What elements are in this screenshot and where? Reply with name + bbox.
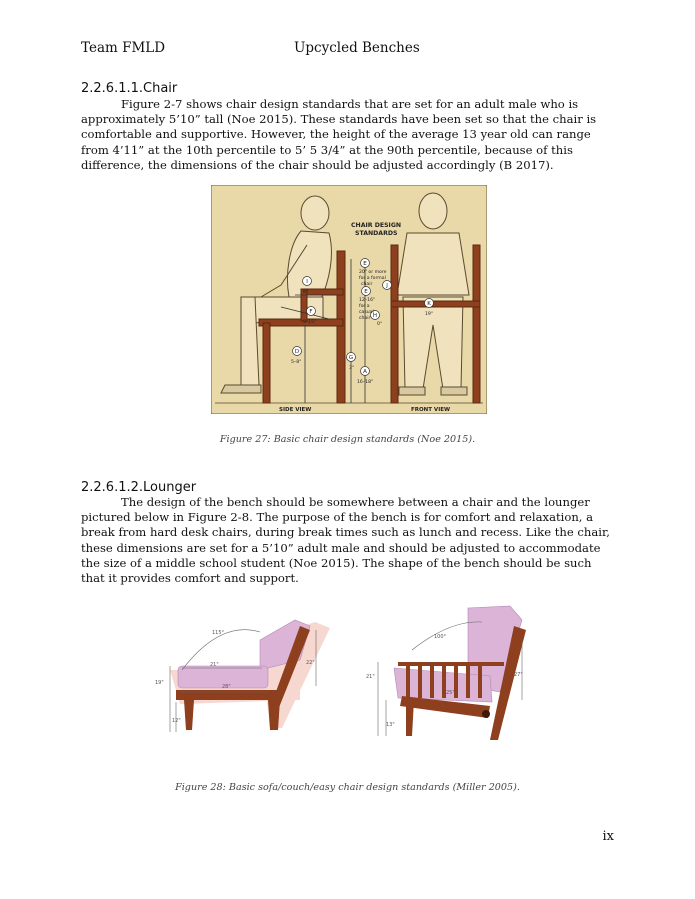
dim-i: 8" — [303, 290, 309, 295]
heading-chair: 2.2.6.1.1.Chair — [81, 81, 178, 96]
marker-e — [361, 259, 370, 268]
svg-text:E: E — [364, 289, 368, 295]
side-view-label: SIDE VIEW — [279, 407, 312, 413]
svg-text:J: J — [386, 283, 388, 289]
svg-text:F: F — [309, 309, 313, 315]
svg-text:H: H — [372, 313, 378, 319]
chair-figure-title-1: CHAIR DESIGN — [351, 222, 402, 229]
heading-lounger: 2.2.6.1.2.Lounger — [81, 480, 197, 495]
svg-text:20": 20" — [426, 662, 435, 668]
dim-f: 5–15° — [303, 320, 317, 325]
dim-a: 16–18" — [357, 380, 374, 385]
marker-f — [307, 307, 316, 316]
caption-figure-27: Figure 27: Basic chair design standards (Noe 2015). — [219, 434, 476, 445]
caption-figure-28: Figure 28: Basic sofa/couch/easy chair design standards (Miller 2005). — [175, 782, 520, 793]
marker-j — [383, 281, 392, 290]
svg-text:A: A — [363, 369, 367, 375]
dim-c-4: chair — [359, 316, 371, 321]
dim-g: 3" — [349, 366, 355, 371]
right-easy-chair — [394, 606, 526, 740]
page-number: ix — [602, 829, 614, 844]
svg-text:D: D — [294, 349, 300, 355]
svg-text:22": 22" — [306, 660, 315, 666]
paragraph-chair: Figure 2-7 shows chair design standards that are set for an adult male who is approximately 5’10” tall (Noe 2015). These standards have been set so that the chair is comfortable and supportive. However, the height of the average 13 year old can range from 4’11” at the 10th percentile to 5’ 5 3/4” at the 90th percentile, because of this difference, the dimensions of the chair should be adjusted accordingly (B 2017). — [81, 97, 597, 172]
marker-b — [362, 287, 371, 296]
dim-b-3: chair — [361, 282, 373, 287]
dim-d: 5–8° — [291, 360, 302, 365]
svg-text:21": 21" — [366, 674, 375, 680]
marker-d — [293, 347, 302, 356]
svg-text:25": 25" — [446, 690, 455, 696]
svg-text:I: I — [306, 279, 308, 285]
dim-h: 0° — [377, 322, 383, 327]
front-view-label: FRONT VIEW — [411, 407, 451, 413]
marker-a — [361, 367, 370, 376]
svg-text:115°: 115° — [212, 630, 225, 636]
svg-text:E: E — [363, 261, 367, 267]
svg-text:100°: 100° — [434, 634, 447, 640]
svg-text:21": 21" — [210, 662, 219, 668]
chair-design-figure — [211, 185, 487, 414]
svg-text:27": 27" — [514, 672, 523, 678]
svg-text:12": 12" — [172, 718, 181, 724]
paragraph-lounger: The design of the bench should be somewhere between a chair and the lounger pictured below in Figure 2-8. The purpose of the bench is for comfort and relaxation, a break from hard desk chairs, during break times such as lunch and recess. Like the chair, these dimensions are set for a 5’10” adult male and should be adjusted to accommodate the size of a middle school student (Noe 2015). The shape of the bench should be such that it provides comfort and support. — [81, 495, 610, 586]
header-title: Upcycled Benches — [294, 40, 420, 56]
left-sofa — [170, 620, 330, 730]
dim-c-1: 12–16" — [359, 298, 376, 303]
dim-b-2: for a formal — [359, 276, 386, 281]
dim-b-1: 20" or more — [359, 270, 387, 275]
dim-c-3: casual — [359, 310, 374, 315]
svg-text:28": 28" — [222, 684, 231, 690]
svg-text:13": 13" — [386, 722, 395, 728]
marker-i — [303, 277, 312, 286]
header-team: Team FMLD — [81, 40, 166, 56]
dim-k: 19" — [425, 312, 433, 317]
dim-c-2: for a — [359, 304, 370, 309]
marker-g — [347, 353, 356, 362]
chair-figure-title-2: STANDARDS — [355, 230, 398, 237]
svg-text:K: K — [427, 301, 431, 307]
svg-text:19": 19" — [155, 680, 164, 686]
svg-text:G: G — [348, 355, 354, 361]
lounger-design-figure — [150, 600, 540, 745]
marker-k — [425, 299, 434, 308]
